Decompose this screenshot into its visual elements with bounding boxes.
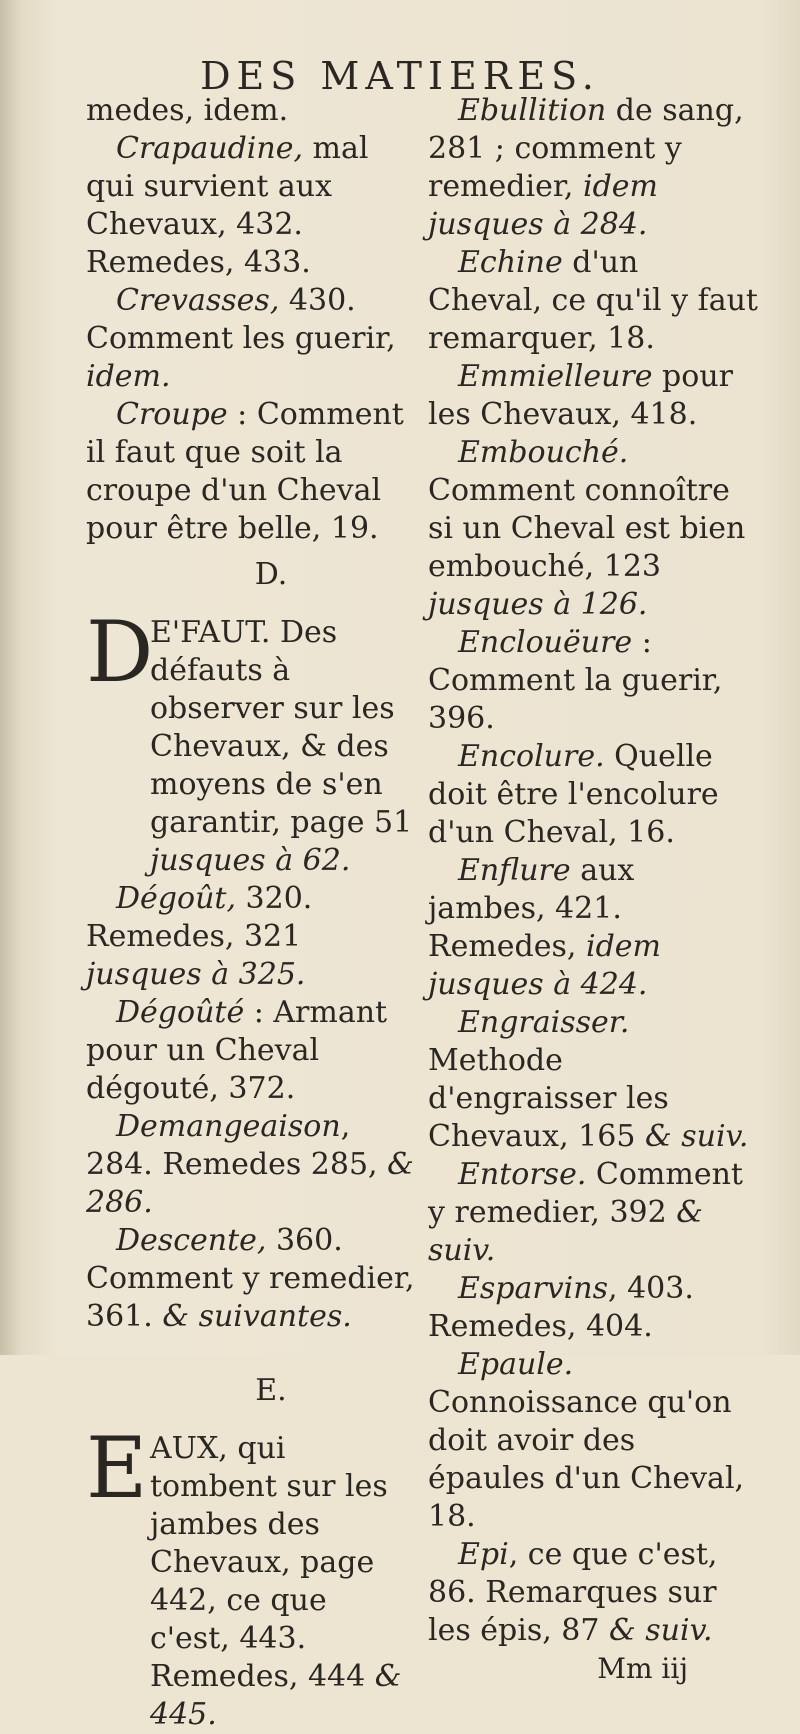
index-entry — [86, 130, 416, 282]
index-entry — [428, 624, 758, 738]
index-entry — [428, 852, 758, 1004]
entry-term: Encolure. — [458, 739, 605, 774]
signature-mark: Mm iij — [597, 1652, 688, 1685]
drop-cap-e: E — [86, 1419, 148, 1517]
entry-term: Demangeaison — [116, 1109, 341, 1144]
entry-term: Crapaudine, — [116, 131, 304, 166]
index-entry — [86, 994, 416, 1108]
entry-ref: idem. — [86, 359, 171, 394]
entry-text: medes, idem. — [86, 93, 289, 128]
entry-text: , 403. Remedes, 404. — [428, 1271, 694, 1344]
entry-ref: idem jusques à 284. — [428, 169, 658, 242]
entry-text: aux jambes, 421. Remedes, — [428, 853, 635, 964]
entry-ref: & suiv. — [644, 1119, 749, 1154]
entry-text: Comment y remedier, 392 — [428, 1157, 743, 1230]
entry-text: AUX, qui tombent sur les jambes des Chevaux, page 442, ce que c'est, 443. Remedes, 444 — [150, 1431, 388, 1694]
entry-term: Esparvins — [458, 1271, 608, 1306]
index-entry — [86, 396, 416, 548]
entry-ref: & suivantes. — [162, 1299, 352, 1334]
entry-ref: & 286. — [86, 1147, 414, 1220]
entry-term: Epaule. — [458, 1347, 574, 1382]
entry-term: Ebullition — [458, 93, 607, 128]
index-entry — [428, 92, 758, 244]
entry-term: Dégoûté — [116, 995, 245, 1030]
index-entry — [428, 358, 758, 434]
entry-text: : Comment la guerir, 396. — [428, 625, 723, 736]
index-entry — [428, 1004, 758, 1156]
index-entry — [86, 1222, 416, 1336]
entry-term: Entorse. — [458, 1157, 587, 1192]
entry-text: Connoissance qu'on doit avoir des épaules d'un Cheval, 18. — [428, 1385, 745, 1534]
index-entry — [428, 738, 758, 852]
entry-term: Emmielleure — [458, 359, 653, 394]
index-entry — [428, 434, 758, 624]
left-column — [86, 92, 416, 1734]
index-entry — [428, 1346, 758, 1536]
entry-text: mal qui survient aux Chevaux, 432. Remedes, 433. — [86, 131, 369, 280]
entry-ref: jusques à 126. — [428, 587, 648, 622]
entry-text: , ce que c'est, 86. Remarques sur les épis, 87 — [428, 1537, 718, 1648]
index-entry — [428, 244, 758, 358]
index-entry — [86, 92, 416, 130]
entry-text: de sang, 281 ; comment y remedier, — [428, 93, 744, 204]
index-entry — [86, 282, 416, 396]
entry-term: Dégoût, — [116, 881, 236, 916]
entry-term: Crevasses, — [116, 283, 280, 318]
entry-term: Enclouëure — [458, 625, 633, 660]
page-header: DES MATIERES. — [200, 54, 600, 98]
index-entry — [86, 880, 416, 994]
entry-term: Enflure — [458, 853, 571, 888]
entry-text: pour les Chevaux, 418. — [428, 359, 733, 432]
entry-text: : Armant pour un Cheval dégouté, 372. — [86, 995, 388, 1106]
right-column — [428, 92, 758, 1688]
entry-ref: & 445. — [150, 1659, 402, 1732]
entry-text: d'un Cheval, ce qu'il y faut remarquer, 18. — [428, 245, 758, 356]
entry-term: Embouché. — [458, 435, 629, 470]
entry-term: Echine — [458, 245, 563, 280]
entry-text: , 284. Remedes 285, — [86, 1109, 388, 1182]
entry-ref: jusques à 325. — [86, 957, 306, 992]
index-entry — [428, 1536, 758, 1650]
entry-term: Descente, — [116, 1223, 267, 1258]
section-letter-e: E. — [255, 1373, 287, 1408]
entry-text: E'FAUT. Des défauts à observer sur les Chevaux, & des moyens de s'en garantir, page 51 — [150, 615, 413, 840]
entry-ref: jusques à 62. — [150, 843, 351, 878]
index-entry — [428, 1270, 758, 1346]
entry-term: Croupe — [116, 397, 228, 432]
entry-text: : Comment il faut que soit la croupe d'un Cheval pour être belle, 19. — [86, 397, 404, 546]
entry-ref: & suiv. — [428, 1195, 703, 1268]
index-entry — [428, 1156, 758, 1270]
index-entry — [86, 1419, 416, 1734]
index-entry — [86, 603, 416, 880]
index-entry — [86, 1108, 416, 1222]
section-letter-d: D. — [254, 557, 288, 592]
entry-text: Quelle doit être l'encolure d'un Cheval, 16. — [428, 739, 719, 850]
entry-ref: idem jusques à 424. — [428, 929, 661, 1002]
drop-cap-d: D — [86, 603, 154, 701]
entry-text: Methode d'engraisser les Chevaux, 165 — [428, 1043, 669, 1154]
entry-text: 360. Comment y remedier, 361. — [86, 1223, 415, 1334]
entry-ref: & suiv. — [609, 1613, 713, 1648]
entry-text: 430. Comment les guerir, — [86, 283, 396, 356]
entry-text: Comment connoître si un Cheval est bien embouché, 123 — [428, 473, 746, 584]
entry-text: 320. Remedes, 321 — [86, 881, 313, 954]
entry-term: Engraisser. — [458, 1005, 630, 1040]
entry-term: Epi — [458, 1537, 509, 1572]
